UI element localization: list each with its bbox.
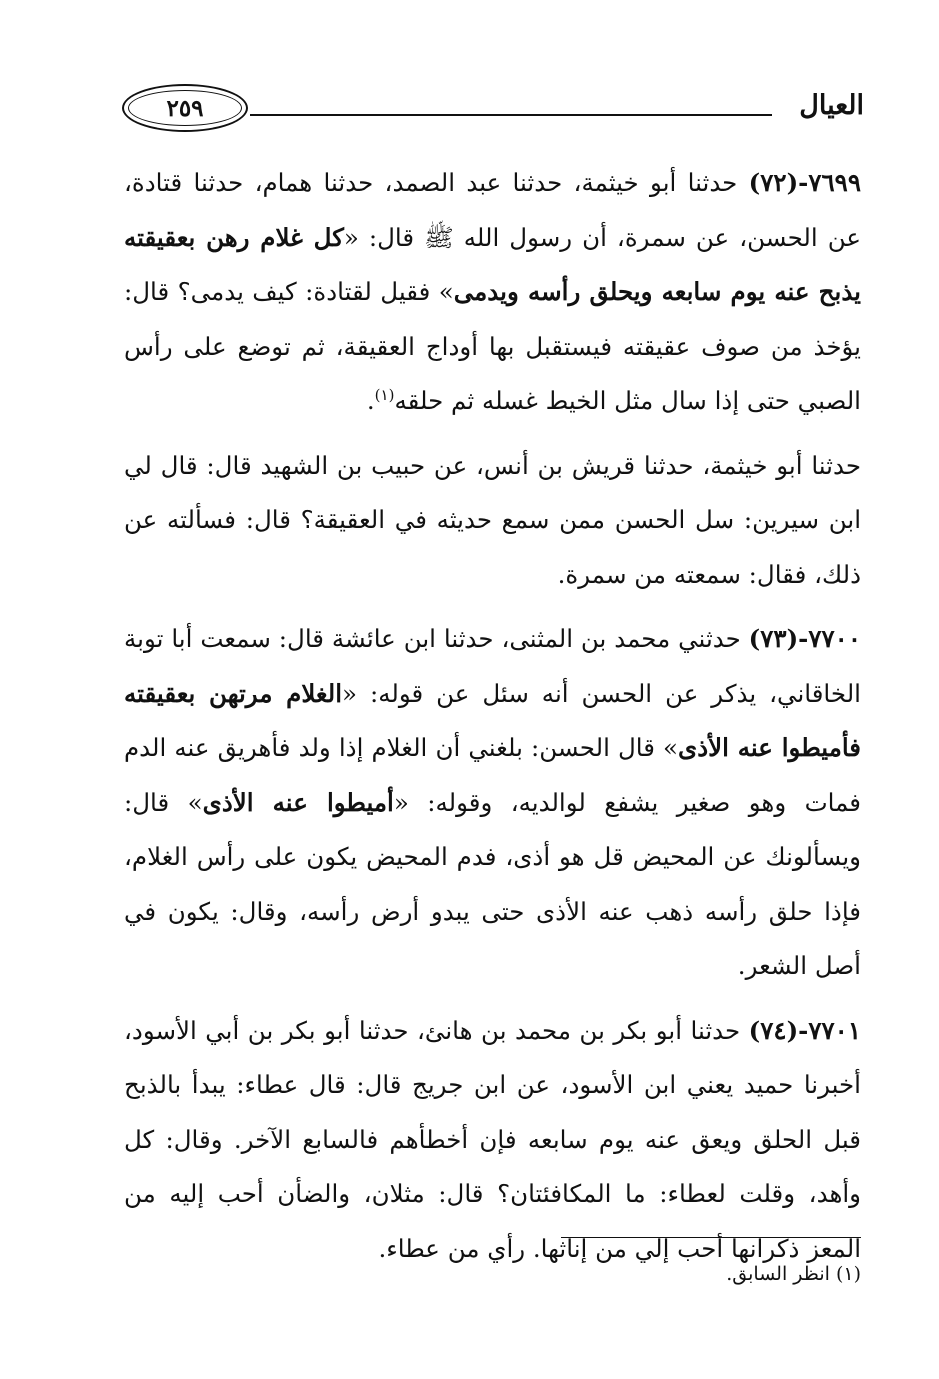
text-run: حدثني محمد بن المثنى، حدثنا ابن عائشة قال: سمعت أبا توبة الخاقاني، يذكر عن الحسن أنه سئل عن قوله: « xyxy=(124,624,861,708)
page-number: ٢٥٩ xyxy=(166,94,204,122)
text-run: حدثنا أبو خيثمة، حدثنا عبد الصمد، حدثنا همام، حدثنا قتادة، عن الحسن، عن سمرة، أن رسول الله ﷺ قال: « xyxy=(124,168,861,252)
paragraph xyxy=(124,156,861,429)
bold-text: ٧٦٩٩-(٧٢) xyxy=(748,168,861,197)
page-number-badge xyxy=(122,84,248,132)
footnote: (١) انظر السابق. xyxy=(726,1263,861,1285)
page-header xyxy=(122,78,864,138)
bold-text: ٧٧٠٠-(٧٣) xyxy=(748,624,861,653)
bold-text: الغلام مرتهن بعقيقته فأميطوا عنه الأذى xyxy=(124,678,861,762)
footnote-rule xyxy=(561,1237,861,1238)
bold-text: أميطوا عنه الأذى xyxy=(202,787,394,817)
footnote-ref: (١) xyxy=(374,385,395,404)
text-run: حدثنا أبو بكر بن محمد بن هانئ، حدثنا أبو بكر بن أبي الأسود، أخبرنا حميد يعني ابن الأسود، عن ابن جريج قال: قال عطاء: يبدأ بالذبح قبل الحلق ويعق عنه يوم سابعه فإن أخطأهم فالسابع الآخر. وقال: كل وأهد، وقلت لعطاء: ما المكافئتان؟ قال: مثلان، والضأن أحب إليه من المعز ذكرانها أحب إلي من إناثها. رأي من عطاء. xyxy=(124,1015,861,1263)
bold-text: كل غلام رهن بعقيقته يذبح عنه يوم سابعه ويحلق رأسه ويدمى xyxy=(124,222,861,306)
text-run: . xyxy=(366,386,375,415)
text-run: » قال الحسن: بلغني أن الغلام إذا ولد فأهريق عنه الدم فمات وهو صغير يشفع لوالديه، وقوله: « xyxy=(124,733,861,817)
text-run: حدثنا أبو خيثمة، حدثنا قريش بن أنس، عن حبيب بن الشهيد قال: قال لي ابن سيرين: سل الحسن ممن سمع حديثه في العقيقة؟ قال: فسألته عن ذلك، فقال: سمعته من سمرة. xyxy=(124,450,861,589)
bold-text: ٧٧٠١-(٧٤) xyxy=(748,1015,861,1045)
header-rule xyxy=(250,114,772,116)
main-text xyxy=(124,156,861,1286)
paragraph xyxy=(124,439,861,603)
text-run: » فقيل لقتادة: كيف يدمى؟ قال: يؤخذ من صوف عقيقته فيستقبل بها أوداج العقيقة، ثم توضع على رأس الصبي حتى إذا سال مثل الخيط غسله ثم حلقه xyxy=(124,277,861,415)
paragraph xyxy=(124,1004,861,1277)
paragraph xyxy=(124,612,861,994)
text-run: » قال: ويسألونك عن المحيض قل هو أذى، فدم المحيض يكون على رأس الغلام، فإذا حلق رأسه ذهب عنه الأذى حتى يبدو أرض رأسه، وقال: يكون في أصل الشعر. xyxy=(124,787,861,980)
chapter-title: العيال xyxy=(799,90,864,121)
